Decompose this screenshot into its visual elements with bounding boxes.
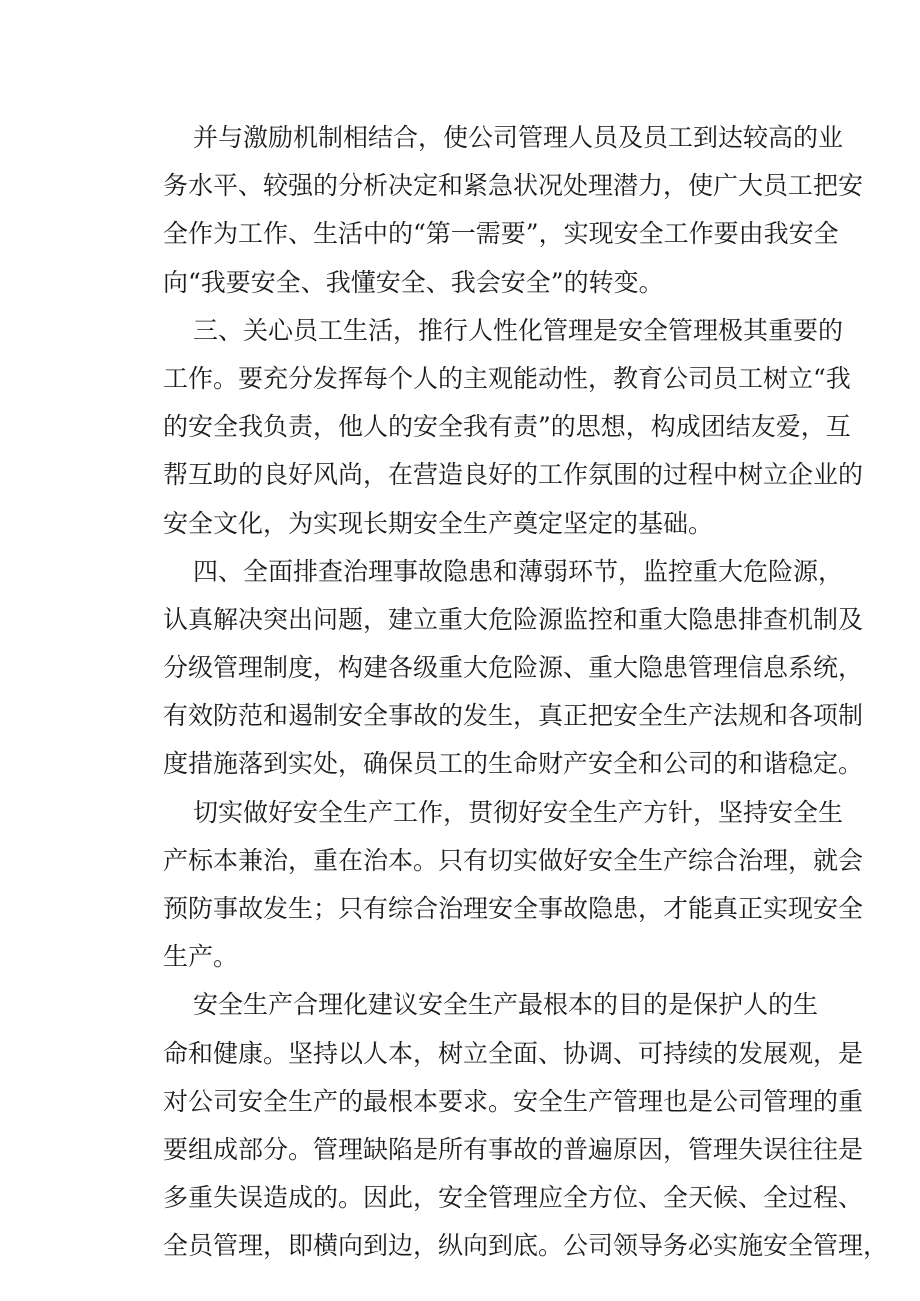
text-line: 四、全面排查治理事故隐患和薄弱环节，监控重大危险源， [193, 556, 844, 586]
text-line: 多重失误造成的。因此，安全管理应全方位、全天候、全过程、 [163, 1183, 864, 1213]
text-line: 度措施落到实处，确保员工的生命财产安全和公司的和谐稳定。 [163, 749, 864, 779]
text-line: 对公司安全生产的最根本要求。安全生产管理也是公司管理的重 [163, 1086, 864, 1116]
text-line: 认真解决突出问题，建立重大危险源监控和重大隐患排查机制及 [163, 604, 864, 634]
text-line: 并与激励机制相结合，使公司管理人员及员工到达较高的业 [193, 123, 844, 152]
text-line: 预防事故发生；只有综合治理安全事故隐患，才能真正实现安全 [163, 894, 864, 923]
text-line: 向“我要安全、我懂安全、我会安全”的转变。 [163, 267, 664, 297]
text-line: 工作。要充分发挥每个人的主观能动性，教育公司员工树立“我 [163, 363, 851, 393]
text-line: 切实做好安全生产工作，贯彻好安全生产方针，坚持安全生 [193, 797, 844, 827]
text-line: 安全文化，为实现长期安全生产奠定坚定的基础。 [163, 508, 714, 538]
text-line: 命和健康。坚持以人本，树立全面、协调、可持续的发展观，是 [163, 1038, 864, 1068]
text-line: 三、关心员工生活，推行人性化管理是安全管理极其重要的 [193, 315, 844, 345]
text-line: 的安全我负责，他人的安全我有责”的思想，构成团结友爱，互 [163, 412, 851, 442]
text-line: 全作为工作、生活中的“第一需要”，实现安全工作要由我安全 [163, 219, 839, 249]
text-line: 全员管理，即横向到边，纵向到底。公司领导务必实施安全管理， [163, 1231, 889, 1261]
text-line: 安全生产合理化建议安全生产最根本的目的是保护人的生 [193, 990, 819, 1020]
text-line: 有效防范和遏制安全事故的发生，真正把安全生产法规和各项制 [163, 701, 864, 731]
text-line: 生产。 [163, 942, 239, 972]
text-line: 帮互助的良好风尚，在营造良好的工作氛围的过程中树立企业的 [163, 460, 864, 490]
text-line: 产标本兼治，重在治本。只有切实做好安全生产综合治理，就会 [163, 845, 864, 875]
text-line: 要组成部分。管理缺陷是所有事故的普遍原因，管理失误往往是 [163, 1134, 864, 1164]
body-text [163, 114, 889, 1271]
text-line: 分级管理制度，构建各级重大危险源、重大隐患管理信息系统， [163, 653, 864, 683]
text-line: 务水平、较强的分析决定和紧急状况处理潜力，使广大员工把安 [163, 171, 864, 201]
